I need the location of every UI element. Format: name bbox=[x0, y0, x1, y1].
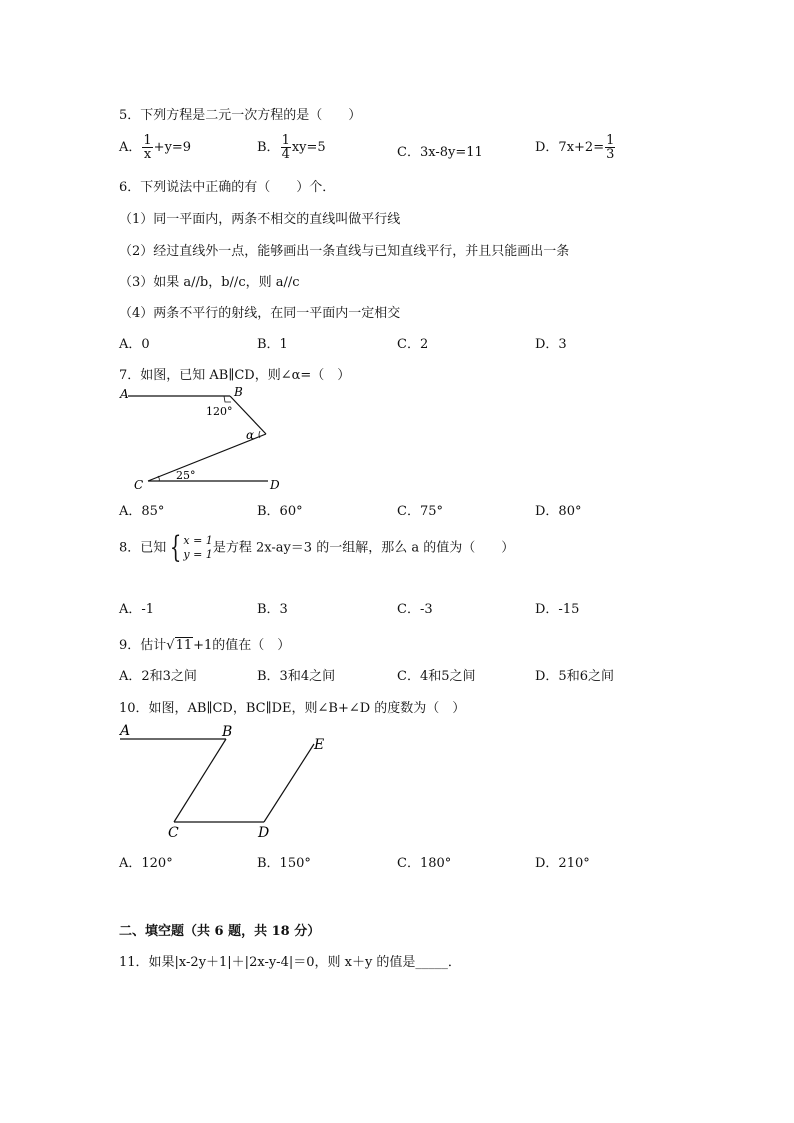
brace: { bbox=[170, 530, 182, 565]
label-d: D bbox=[258, 825, 270, 841]
label-angle-c: 25° bbox=[176, 469, 196, 482]
q7-option-d[interactable]: D．80° bbox=[535, 504, 582, 519]
q8-option-b[interactable]: B．3 bbox=[257, 602, 288, 617]
q7-stem: 7．如图，已知 AB∥CD，则∠α=（ ） bbox=[119, 368, 351, 383]
section-title: 二、填空题（共 6 题，共 18 分） bbox=[119, 924, 321, 939]
q6-option-d[interactable]: D．3 bbox=[535, 337, 567, 352]
label-b: B bbox=[234, 385, 243, 399]
q8-option-d[interactable]: D．-15 bbox=[535, 602, 580, 617]
q6-item-3: （3）如果 a//b，b//c，则 a//c bbox=[119, 275, 300, 290]
q10-option-b[interactable]: B．150° bbox=[257, 856, 311, 871]
q9-option-a[interactable]: A．2和3之间 bbox=[119, 669, 197, 684]
q6-option-a[interactable]: A．0 bbox=[119, 337, 150, 352]
q6-item-4: （4）两条不平行的射线，在同一平面内一定相交 bbox=[119, 306, 401, 321]
label-a: A bbox=[120, 723, 131, 739]
angle-alpha-arc bbox=[259, 431, 260, 438]
label-c: C bbox=[168, 825, 179, 841]
label-alpha: α bbox=[246, 428, 255, 442]
q10-option-a[interactable]: A．120° bbox=[119, 856, 173, 871]
q10-stem: 10．如图，AB∥CD，BC∥DE，则∠B+∠D 的度数为（ ） bbox=[119, 701, 466, 716]
q6-stem: 6．下列说法中正确的有（ ）个． bbox=[119, 180, 336, 195]
q7-option-c[interactable]: C．75° bbox=[397, 504, 443, 519]
fraction: $\frac{1}{3}$ bbox=[606, 133, 615, 162]
q6-option-b[interactable]: B．1 bbox=[257, 337, 288, 352]
q5-stem: 5．下列方程是二元一次方程的是（ ） bbox=[119, 108, 362, 123]
q9-stem: 9．估计√11+1的值在（ ） bbox=[119, 638, 291, 653]
q9-option-b[interactable]: B．3和4之间 bbox=[257, 669, 336, 684]
q6-item-2: （2）经过直线外一点，能够画出一条直线与已知直线平行，并且只能画出一条 bbox=[119, 244, 570, 259]
q8-stem: 8．已知 { x = 1 y = 1 是方程 2x-ay＝3 的一组解，那么 a 的值为（ ） bbox=[119, 530, 515, 565]
label-c: C bbox=[134, 478, 144, 492]
q8-option-c[interactable]: C．-3 bbox=[397, 602, 433, 617]
q7-figure bbox=[110, 384, 310, 494]
q7-option-a[interactable]: A．85° bbox=[119, 504, 165, 519]
q11-stem: 11．如果|x-2y＋1|＋|2x-y-4|＝0，则 x＋y 的值是_____． bbox=[119, 955, 461, 970]
q8-option-a[interactable]: A．-1 bbox=[119, 602, 155, 617]
line-de bbox=[264, 744, 314, 822]
q10-figure bbox=[110, 718, 350, 844]
q6-option-c[interactable]: C．2 bbox=[397, 337, 429, 352]
label-b: B bbox=[222, 724, 233, 740]
q7-option-b[interactable]: B．60° bbox=[257, 504, 303, 519]
fraction: $\frac{1}{4}$ bbox=[281, 133, 290, 162]
q5-option-d[interactable]: D．7x+2= $\frac{1}{3}$ bbox=[535, 133, 615, 162]
q6-item-1: （1）同一平面内，两条不相交的直线叫做平行线 bbox=[119, 212, 401, 227]
q5-option-a[interactable]: A． $\frac{1}{x}$ +y=9 bbox=[119, 133, 192, 162]
q9-option-d[interactable]: D．5和6之间 bbox=[535, 669, 614, 684]
line-bc bbox=[174, 739, 226, 822]
equation-system: x = 1 y = 1 bbox=[183, 534, 213, 561]
q5-option-c[interactable]: C．3x-8y=11 bbox=[397, 145, 483, 160]
q10-option-c[interactable]: C．180° bbox=[397, 856, 452, 871]
angle-b-arc bbox=[224, 396, 231, 402]
q5-option-b[interactable]: B． $\frac{1}{4}$ xy=5 bbox=[257, 133, 326, 162]
label-d: D bbox=[270, 478, 280, 492]
label-a: A bbox=[120, 387, 129, 401]
label-angle-b: 120° bbox=[206, 405, 233, 418]
q10-option-d[interactable]: D．210° bbox=[535, 856, 590, 871]
q9-option-c[interactable]: C．4和5之间 bbox=[397, 669, 476, 684]
label-e: E bbox=[314, 737, 325, 753]
fraction: $\frac{1}{x}$ bbox=[143, 133, 152, 162]
sqrt-expression: √11 bbox=[166, 638, 193, 653]
